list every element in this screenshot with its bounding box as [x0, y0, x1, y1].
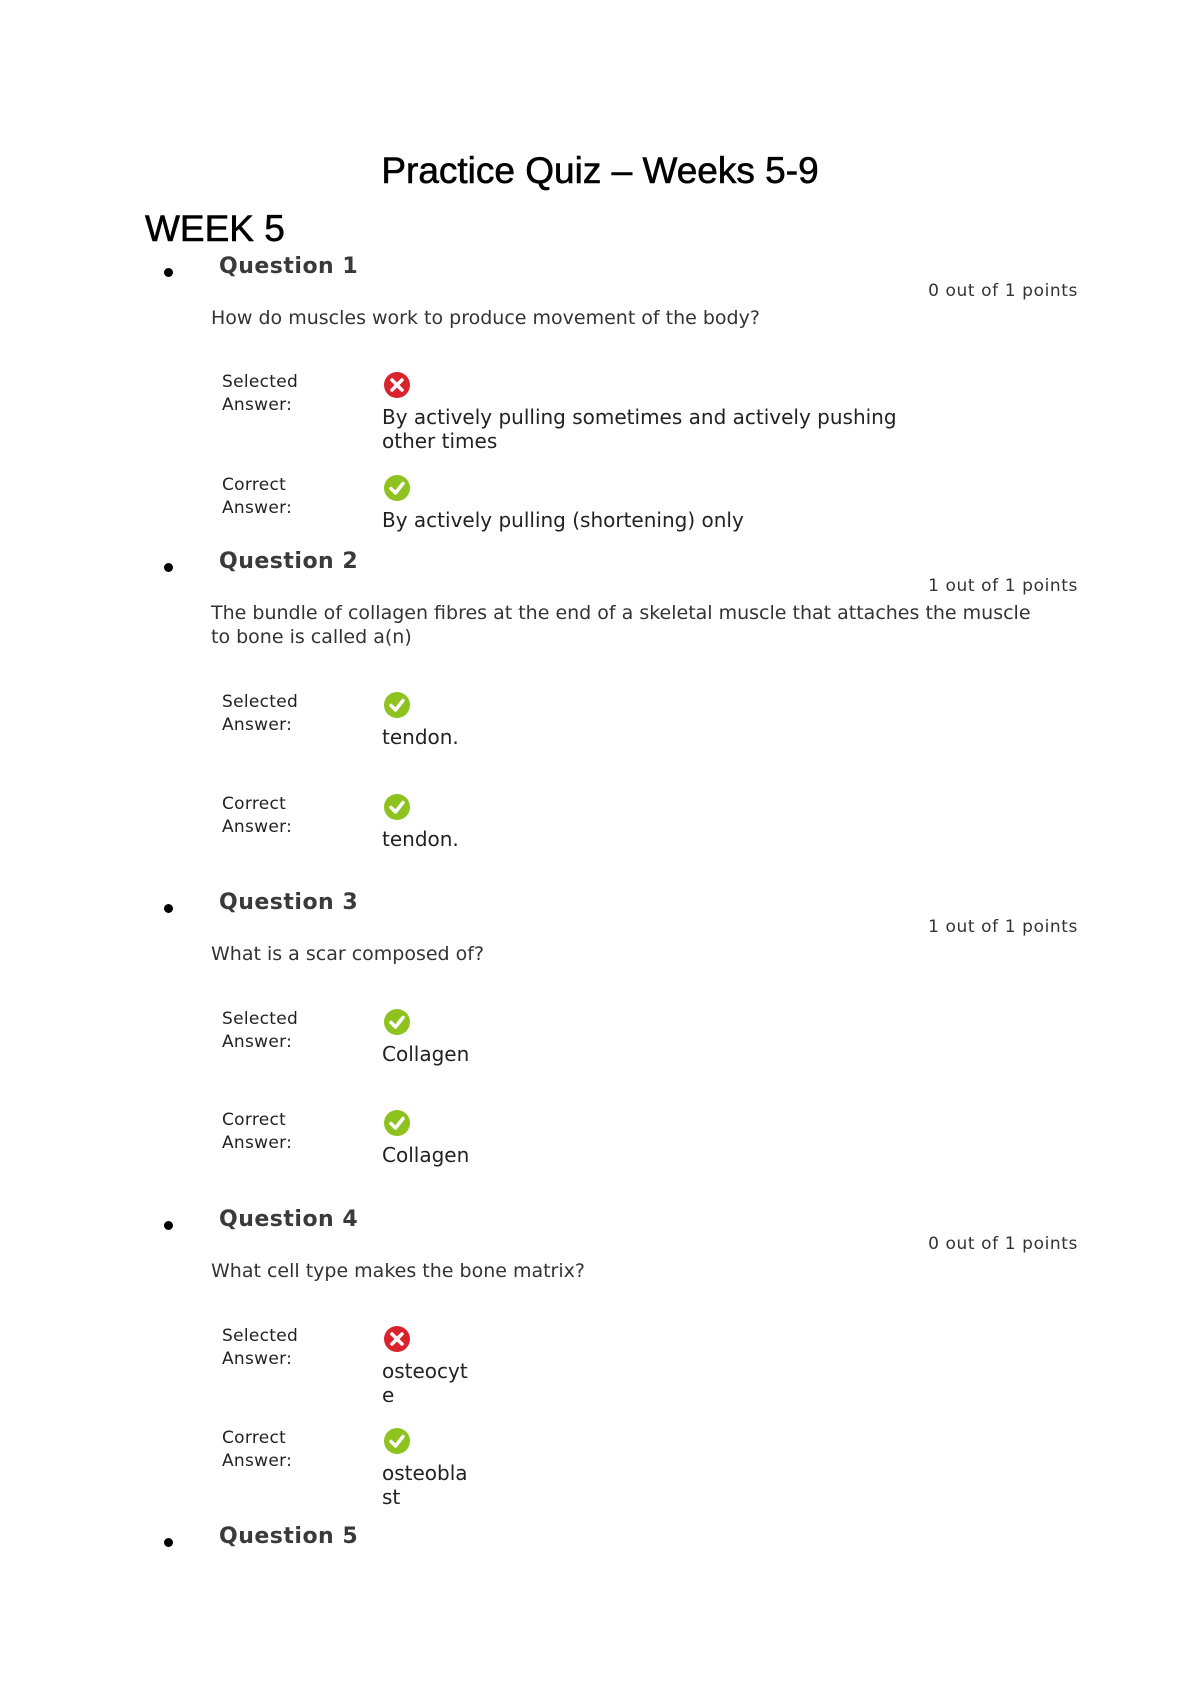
correct-answer-label: Correct Answer: [222, 1110, 293, 1153]
selected-answer-label: Selected Answer: [222, 692, 299, 735]
question-text: What is a scar composed of? [211, 943, 485, 965]
bullet [164, 904, 173, 913]
cross-icon [383, 371, 411, 399]
bullet [164, 1538, 173, 1547]
bullet [164, 268, 173, 277]
question-title: Question 5 [219, 1524, 359, 1549]
check-icon [383, 1427, 411, 1455]
selected-answer-text: By actively pulling sometimes and actively pushing other times [382, 405, 897, 453]
bullet [164, 563, 173, 572]
correct-answer-label: Correct Answer: [222, 794, 293, 837]
check-icon [383, 1109, 411, 1137]
question-points: 0 out of 1 points [928, 281, 1078, 301]
question-title: Question 1 [219, 254, 359, 279]
correct-answer-text: Collagen [382, 1143, 470, 1167]
check-icon [383, 1008, 411, 1036]
week-heading: WEEK 5 [145, 208, 285, 249]
selected-answer-label: Selected Answer: [222, 372, 299, 415]
selected-answer-text: tendon. [382, 725, 459, 749]
page-title: Practice Quiz – Weeks 5-9 [381, 150, 819, 191]
selected-answer-label: Selected Answer: [222, 1009, 299, 1052]
check-icon [383, 691, 411, 719]
question-text: The bundle of collagen fibres at the end of a skeletal muscle that attaches the muscle to bone is called a(n) [211, 602, 1031, 648]
correct-answer-text: By actively pulling (shortening) only [382, 508, 744, 532]
question-title: Question 3 [219, 890, 359, 915]
check-icon [383, 793, 411, 821]
selected-answer-text: Collagen [382, 1042, 470, 1066]
question-title: Question 4 [219, 1207, 359, 1232]
question-title: Question 2 [219, 549, 359, 574]
correct-answer-label: Correct Answer: [222, 1428, 293, 1471]
question-text: How do muscles work to produce movement of the body? [211, 307, 760, 329]
question-points: 1 out of 1 points [928, 917, 1078, 937]
bullet [164, 1221, 173, 1230]
check-icon [383, 474, 411, 502]
correct-answer-text: tendon. [382, 827, 459, 851]
selected-answer-text: osteocyte [382, 1359, 468, 1407]
correct-answer-text: osteoblast [382, 1461, 468, 1509]
selected-answer-label: Selected Answer: [222, 1326, 299, 1369]
question-text: What cell type makes the bone matrix? [211, 1260, 585, 1282]
question-points: 1 out of 1 points [928, 576, 1078, 596]
correct-answer-label: Correct Answer: [222, 475, 293, 518]
question-points: 0 out of 1 points [928, 1234, 1078, 1254]
cross-icon [383, 1325, 411, 1353]
